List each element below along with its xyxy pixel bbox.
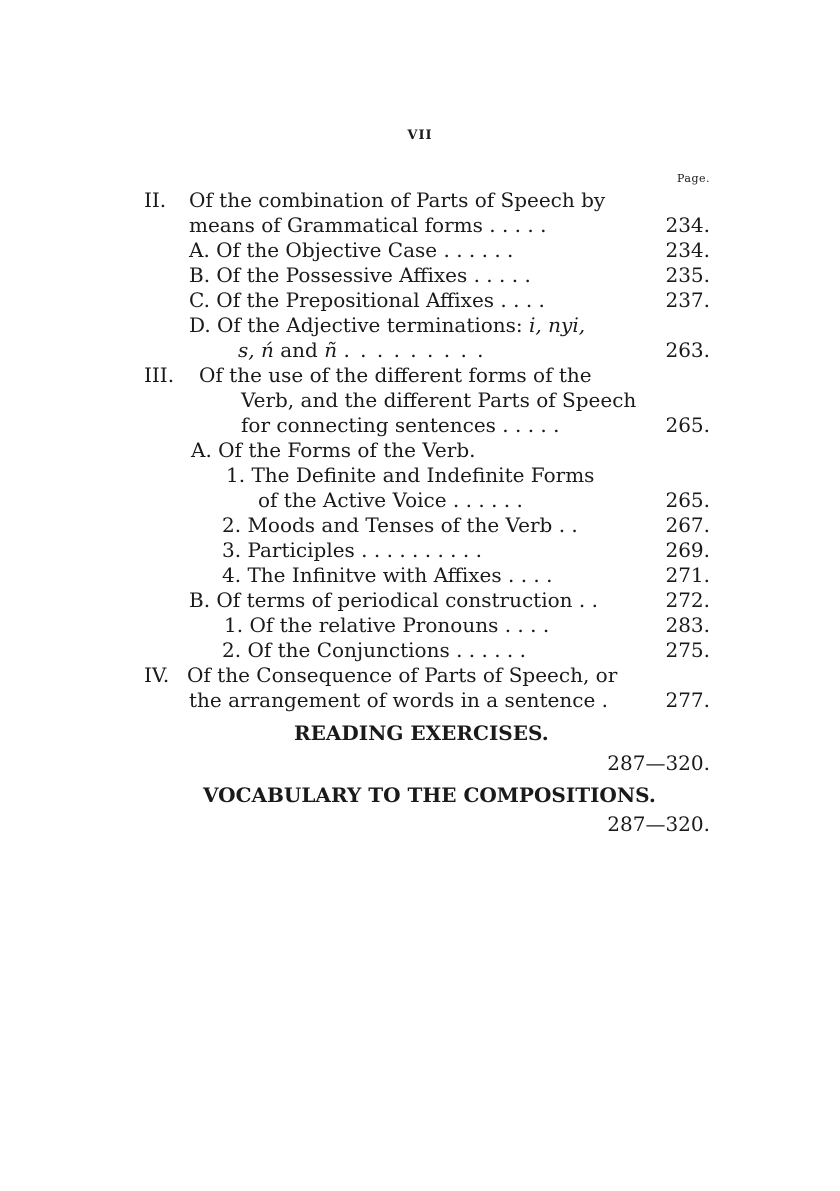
entry-ii-a: A. Of the Objective Case . . . . . . (189, 238, 514, 262)
entry-iii-a-2: 2. Moods and Tenses of the Verb . . (222, 513, 578, 537)
section-iii-title-line1: Of the use of the different forms of the (199, 363, 592, 387)
section-iii-title-line3: for connecting sentences . . . . . (241, 413, 560, 437)
entry-ii-d-text: D. Of the Adjective terminations: (189, 313, 523, 337)
section-iv-page: 277. (665, 688, 710, 712)
section-iv-title-line1: Of the Consequence of Parts of Speech, or (187, 663, 618, 687)
entry-iii-b-1: 1. Of the relative Pronouns . . . . (224, 613, 550, 637)
entry-ii-d-suffixes-2: s, ń (238, 338, 274, 362)
section-ii-number: II. (144, 188, 167, 212)
reading-exercises-pages: 287—320. (607, 751, 710, 775)
entry-iii-b-1-page: 283. (665, 613, 710, 637)
entry-iii-a-4-page: 271. (665, 563, 710, 587)
entry-iii-a-1-page: 265. (665, 488, 710, 512)
entry-ii-d-line2 (238, 338, 486, 363)
section-ii-title-line2: means of Grammatical forms . . . . . (189, 213, 547, 237)
entry-iii-a-4: 4. The Infinitve with Affixes . . . . (222, 563, 553, 587)
entry-ii-d-dots: . . . . . . . . . (343, 338, 486, 362)
section-iii-number: III. (144, 363, 175, 387)
entry-ii-b: B. Of the Possessive Affixes . . . . . (189, 263, 531, 287)
entry-ii-d-and: and (280, 338, 318, 362)
entry-ii-a-page: 234. (665, 238, 710, 262)
entry-iii-a-3-page: 269. (665, 538, 710, 562)
entry-ii-d-suffixes-3: ñ (324, 338, 338, 362)
vocabulary-heading: VOCABULARY TO THE COMPOSITIONS. (203, 783, 656, 807)
page-column-label: Page. (676, 172, 710, 185)
vocabulary-pages: 287—320. (607, 812, 710, 836)
entry-iii-a-2-page: 267. (665, 513, 710, 537)
entry-iii-b-2: 2. Of the Conjunctions . . . . . . (222, 638, 527, 662)
reading-exercises-heading: READING EXERCISES. (294, 721, 549, 745)
entry-ii-c-page: 237. (665, 288, 710, 312)
entry-iii-a-3: 3. Participles . . . . . . . . . . (222, 538, 482, 562)
section-iv-title-line2: the arrangement of words in a sentence . (189, 688, 609, 712)
entry-ii-b-page: 235. (665, 263, 710, 287)
section-iii-title-line2: Verb, and the different Parts of Speech (241, 388, 637, 412)
page-number-header: VII (407, 128, 433, 143)
entry-iii-b-page: 272. (665, 588, 710, 612)
entry-ii-d-page: 263. (665, 338, 710, 362)
entry-ii-d-suffixes-1: i, nyi, (529, 313, 586, 337)
entry-ii-c: C. Of the Prepositional Affixes . . . . (189, 288, 545, 312)
section-ii-page: 234. (665, 213, 710, 237)
section-iv-number: IV. (144, 663, 170, 687)
entry-iii-b: B. Of terms of periodical construction . . (189, 588, 598, 612)
entry-iii-a: A. Of the Forms of the Verb. (191, 438, 476, 462)
entry-iii-b-2-page: 275. (665, 638, 710, 662)
entry-iii-a-1-line2: of the Active Voice . . . . . . (258, 488, 523, 512)
section-iii-page: 265. (665, 413, 710, 437)
entry-iii-a-1-line1: 1. The Definite and Indefinite Forms (226, 463, 595, 487)
section-ii-title-line1: Of the combination of Parts of Speech by (189, 188, 606, 212)
entry-ii-d-line1 (189, 313, 585, 338)
